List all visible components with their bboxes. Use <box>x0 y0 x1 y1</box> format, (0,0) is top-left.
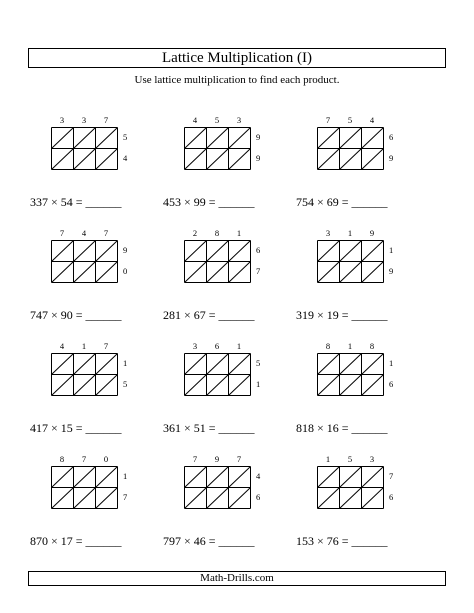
cell-diagonal <box>207 354 229 375</box>
cell-diagonal <box>96 241 118 262</box>
cell-diagonal <box>340 128 362 149</box>
lattice-grid <box>317 240 385 284</box>
cell-diagonal <box>185 128 207 149</box>
lattice-problem <box>163 454 303 564</box>
cell-diagonal <box>207 467 229 488</box>
cell-diagonal <box>74 375 96 396</box>
lattice-grid <box>51 353 119 397</box>
cell-diagonal <box>96 375 118 396</box>
multiplier-digit: 6 <box>256 492 261 502</box>
multiplier-digit: 9 <box>123 245 128 255</box>
multiplier-digit: 1 <box>389 245 394 255</box>
multiplicand-digit: 1 <box>347 341 353 351</box>
lattice-grid <box>317 466 385 510</box>
equation: 453 × 99 = ______ <box>163 195 255 209</box>
multiplicand-digit: 1 <box>81 341 87 351</box>
cell-diagonal <box>362 375 384 396</box>
multiplier-digit: 9 <box>389 153 394 163</box>
multiplicand-digit: 7 <box>103 228 109 238</box>
cell-diagonal <box>96 149 118 170</box>
cell-diagonal <box>362 488 384 509</box>
equation: 417 × 15 = ______ <box>30 421 122 435</box>
cell-diagonal <box>74 488 96 509</box>
lattice-grid <box>51 466 119 510</box>
multiplier-digit: 1 <box>123 358 128 368</box>
multiplier-digit: 7 <box>389 471 394 481</box>
lattice-problem <box>30 454 170 564</box>
multiplier-digit: 5 <box>123 132 128 142</box>
multiplier-digit: 6 <box>389 492 394 502</box>
multiplicand-digit: 7 <box>103 115 109 125</box>
cell-diagonal <box>74 354 96 375</box>
cell-diagonal <box>207 375 229 396</box>
lattice-problem <box>30 228 170 338</box>
multiplicand-digit: 4 <box>81 228 87 238</box>
worksheet-title: Lattice Multiplication (I) <box>28 48 446 68</box>
cell-diagonal <box>340 488 362 509</box>
multiplicand-digit: 8 <box>369 341 375 351</box>
multiplicand-digit: 2 <box>192 228 198 238</box>
multiplier-digit: 7 <box>256 266 261 276</box>
multiplicand-digit: 3 <box>59 115 65 125</box>
lattice-grid <box>317 353 385 397</box>
cell-diagonal <box>185 375 207 396</box>
multiplicand-digit: 5 <box>214 115 220 125</box>
lattice-grid <box>184 353 252 397</box>
cell-diagonal <box>340 241 362 262</box>
multiplier-digit: 1 <box>123 471 128 481</box>
lattice-problem <box>163 341 303 451</box>
lattice-problem <box>296 115 436 225</box>
cell-diagonal <box>52 149 74 170</box>
cell-diagonal <box>340 375 362 396</box>
cell-diagonal <box>96 262 118 283</box>
cell-diagonal <box>318 467 340 488</box>
multiplier-digit: 5 <box>123 379 128 389</box>
lattice-problem <box>296 454 436 564</box>
lattice-problem <box>163 115 303 225</box>
lattice-grid <box>317 127 385 171</box>
cell-diagonal <box>96 128 118 149</box>
cell-diagonal <box>52 354 74 375</box>
lattice-grid <box>184 240 252 284</box>
cell-diagonal <box>52 262 74 283</box>
cell-diagonal <box>74 262 96 283</box>
cell-diagonal <box>362 354 384 375</box>
multiplicand-digit: 9 <box>214 454 220 464</box>
multiplicand-digit: 1 <box>347 228 353 238</box>
cell-diagonal <box>318 488 340 509</box>
multiplier-digit: 6 <box>389 132 394 142</box>
multiplicand-digit: 3 <box>325 228 331 238</box>
equation: 818 × 16 = ______ <box>296 421 388 435</box>
lattice-grid <box>184 127 252 171</box>
cell-diagonal <box>185 488 207 509</box>
cell-diagonal <box>340 467 362 488</box>
cell-diagonal <box>96 354 118 375</box>
multiplicand-digit: 9 <box>369 228 375 238</box>
cell-diagonal <box>340 149 362 170</box>
multiplicand-digit: 6 <box>214 341 220 351</box>
equation: 754 × 69 = ______ <box>296 195 388 209</box>
cell-diagonal <box>207 128 229 149</box>
multiplicand-digit: 8 <box>325 341 331 351</box>
cell-diagonal <box>318 375 340 396</box>
equation: 319 × 19 = ______ <box>296 308 388 322</box>
cell-diagonal <box>362 128 384 149</box>
lattice-problem <box>163 228 303 338</box>
multiplier-digit: 0 <box>123 266 128 276</box>
multiplicand-digit: 7 <box>59 228 65 238</box>
lattice-problem <box>30 341 170 451</box>
multiplicand-digit: 4 <box>369 115 375 125</box>
multiplicand-digit: 5 <box>347 454 353 464</box>
instructions: Use lattice multiplication to find each product. <box>134 74 340 86</box>
lattice-grid <box>184 466 252 510</box>
equation: 337 × 54 = ______ <box>30 195 122 209</box>
cell-diagonal <box>185 149 207 170</box>
multiplicand-digit: 7 <box>81 454 87 464</box>
equation: 281 × 67 = ______ <box>163 308 255 322</box>
cell-diagonal <box>318 149 340 170</box>
cell-diagonal <box>318 354 340 375</box>
cell-diagonal <box>185 354 207 375</box>
multiplier-digit: 9 <box>389 266 394 276</box>
lattice-problem <box>296 341 436 451</box>
cell-diagonal <box>318 241 340 262</box>
cell-diagonal <box>362 241 384 262</box>
multiplicand-digit: 8 <box>59 454 65 464</box>
multiplicand-digit: 5 <box>347 115 353 125</box>
multiplier-digit: 7 <box>123 492 128 502</box>
equation: 153 × 76 = ______ <box>296 534 388 548</box>
multiplicand-digit: 3 <box>81 115 87 125</box>
cell-diagonal <box>207 488 229 509</box>
multiplicand-digit: 1 <box>325 454 331 464</box>
cell-diagonal <box>52 488 74 509</box>
multiplier-digit: 6 <box>389 379 394 389</box>
cell-diagonal <box>229 488 251 509</box>
cell-diagonal <box>74 149 96 170</box>
cell-diagonal <box>74 467 96 488</box>
cell-diagonal <box>96 488 118 509</box>
cell-diagonal <box>340 262 362 283</box>
multiplicand-digit: 3 <box>236 115 242 125</box>
lattice-problem <box>296 228 436 338</box>
cell-diagonal <box>229 241 251 262</box>
cell-diagonal <box>52 467 74 488</box>
multiplicand-digit: 4 <box>59 341 65 351</box>
multiplier-digit: 4 <box>123 153 128 163</box>
multiplier-digit: 9 <box>256 153 261 163</box>
cell-diagonal <box>362 149 384 170</box>
cell-diagonal <box>74 128 96 149</box>
multiplicand-digit: 3 <box>369 454 375 464</box>
cell-diagonal <box>229 128 251 149</box>
cell-diagonal <box>52 375 74 396</box>
multiplicand-digit: 7 <box>192 454 198 464</box>
multiplier-digit: 5 <box>256 358 261 368</box>
multiplicand-digit: 3 <box>192 341 198 351</box>
cell-diagonal <box>52 241 74 262</box>
footer: Math-Drills.com <box>28 571 446 586</box>
equation: 361 × 51 = ______ <box>163 421 255 435</box>
cell-diagonal <box>185 241 207 262</box>
multiplicand-digit: 7 <box>325 115 331 125</box>
multiplicand-digit: 0 <box>103 454 109 464</box>
cell-diagonal <box>318 128 340 149</box>
cell-diagonal <box>52 128 74 149</box>
cell-diagonal <box>207 149 229 170</box>
multiplicand-digit: 8 <box>214 228 220 238</box>
equation: 797 × 46 = ______ <box>163 534 255 548</box>
multiplicand-digit: 4 <box>192 115 198 125</box>
cell-diagonal <box>185 467 207 488</box>
cell-diagonal <box>229 149 251 170</box>
multiplicand-digit: 7 <box>103 341 109 351</box>
multiplicand-digit: 1 <box>236 228 242 238</box>
multiplier-digit: 4 <box>256 471 261 481</box>
cell-diagonal <box>362 262 384 283</box>
multiplicand-digit: 1 <box>236 341 242 351</box>
cell-diagonal <box>185 262 207 283</box>
multiplicand-digit: 7 <box>236 454 242 464</box>
cell-diagonal <box>74 241 96 262</box>
cell-diagonal <box>229 354 251 375</box>
cell-diagonal <box>229 467 251 488</box>
cell-diagonal <box>207 241 229 262</box>
multiplier-digit: 6 <box>256 245 261 255</box>
equation: 870 × 17 = ______ <box>30 534 122 548</box>
multiplier-digit: 1 <box>389 358 394 368</box>
multiplier-digit: 1 <box>256 379 261 389</box>
lattice-grid <box>51 240 119 284</box>
equation: 747 × 90 = ______ <box>30 308 122 322</box>
lattice-problem <box>30 115 170 225</box>
cell-diagonal <box>96 467 118 488</box>
cell-diagonal <box>207 262 229 283</box>
cell-diagonal <box>229 375 251 396</box>
lattice-grid <box>51 127 119 171</box>
multiplier-digit: 9 <box>256 132 261 142</box>
cell-diagonal <box>362 467 384 488</box>
cell-diagonal <box>340 354 362 375</box>
cell-diagonal <box>229 262 251 283</box>
cell-diagonal <box>318 262 340 283</box>
